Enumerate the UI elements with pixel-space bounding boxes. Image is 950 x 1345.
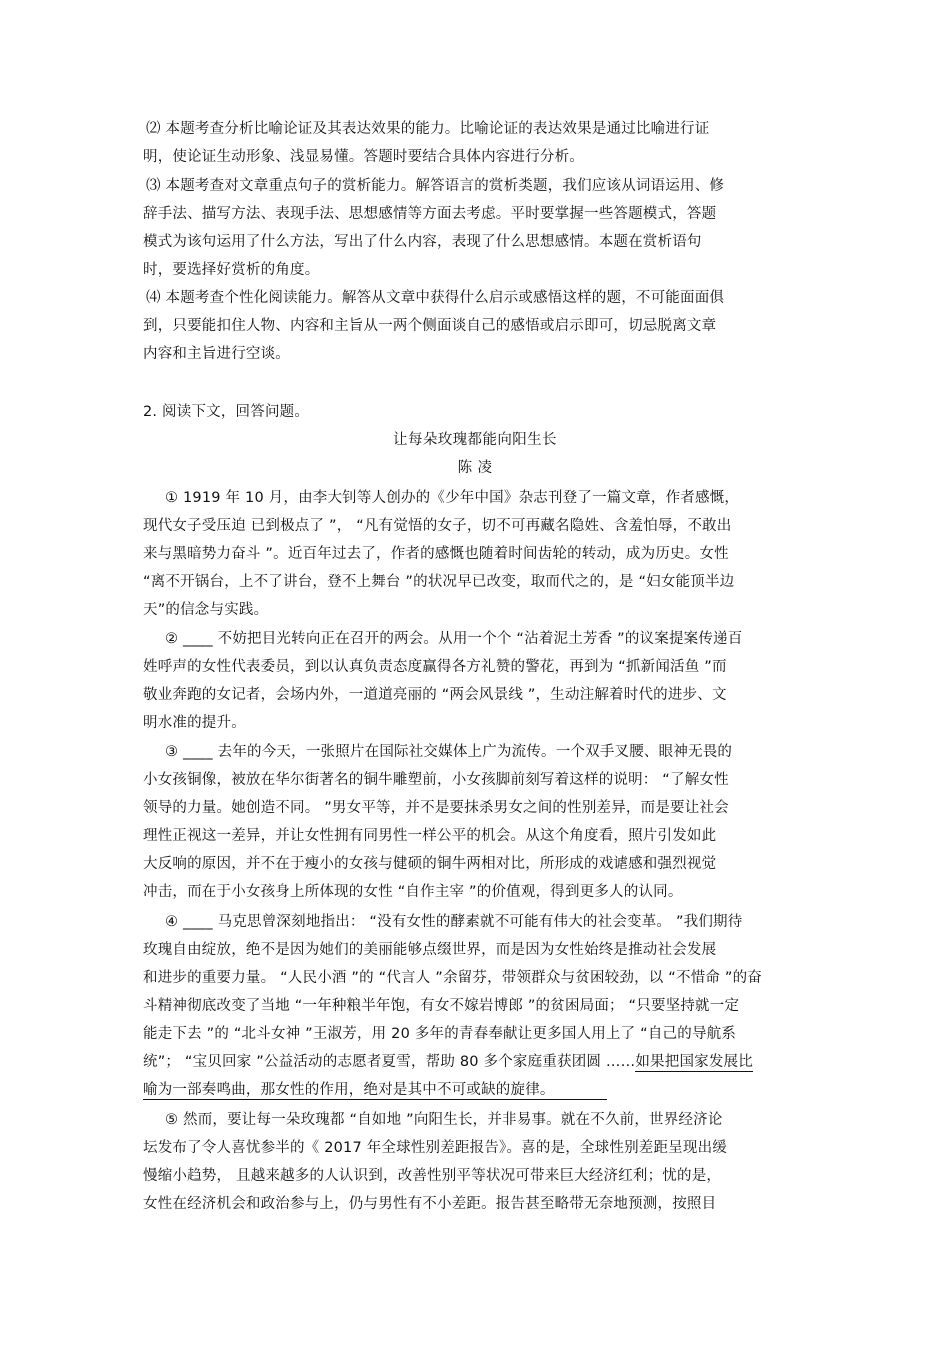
analysis-item-2-line-1: ⑵ 本题考查分析比喻论证及其表达效果的能力。比喻论证的表达效果是通过比喻进行证 [146,121,710,137]
analysis-item-3-line-2: 辞手法、描写方法、表现手法、思想感情等方面去考虑。平时要掌握一些答题模式，答题 [143,206,717,222]
paragraph-4-line-1: ④ ____ 马克思曾深刻地指出： “没有女性的酵素就不可能有伟大的社会变革。 ”我们期待 [165,914,743,930]
paragraph-1-line-5: 天”的信念与实践。 [143,602,269,618]
paragraph-3-line-5: 大反响的原因，并不在于瘦小的女孩与健硕的铜牛两相对比，所形成的戏谑感和强烈视觉 [143,856,717,872]
paragraph-2-line-2: 姓呼声的女性代表委员，到以认真负责态度赢得各方礼赞的警花，再到为 “抓新闻活鱼 ”而 [143,659,727,675]
analysis-item-3-line-3: 模式为该句运用了什么方法，写出了什么内容，表现了什么思想感情。本题在赏析语句 [143,234,702,250]
analysis-item-4-line-1: ⑷ 本题考查个性化阅读能力。解答从文章中获得什么启示或感悟这样的题，不可能面面俱 [146,290,725,306]
paragraph-3-line-1: ③ ____ 去年的今天，一张照片在国际社交媒体上广为流传。一个双手叉腰、眼神无畏的 [165,744,733,760]
paragraph-3-line-2: 小女孩铜像，被放在华尔街著名的铜牛雕塑前，小女孩脚前刻写着这样的说明： “了解女性 [143,772,729,788]
paragraph-1-line-2: 现代女子受压迫 已到极点了 ”， “凡有觉悟的女子，切不可再藏名隐姓、含羞怕辱，不敢出 [143,518,732,534]
analysis-item-4-line-2: 到，只要能扣住人物、内容和主旨从一两个侧面谈自己的感悟或启示即可，切忌脱离文章 [143,318,717,334]
underlined-sentence-start: 如果把国家发展比 [635,1054,753,1070]
paragraph-3-line-3: 领导的力量。她创造不同。 ”男女平等，并不是要抹杀男女之间的性别差异，而是要让社会 [143,800,729,816]
analysis-item-4-line-3: 内容和主旨进行空谈。 [143,346,290,362]
analysis-item-3-line-1: ⑶ 本题考查对文章重点句子的赏析能力。解答语言的赏析类题，我们应该从词语运用、修 [146,178,725,194]
paragraph-4-line-2: 玫瑰自由绽放，绝不是因为她们的美丽能够点缀世界，而是因为女性始终是推动社会发展 [143,942,717,958]
paragraph-1-line-4: “离不开锅台，上不了讲台，登不上舞台 ”的状况早已改变，取而代之的，是 “妇女能顶半边 [143,574,735,590]
paragraph-2-line-3: 敬业奔跑的女记者，会场内外，一道道亮丽的 “两会风景线 ”，生动注解着时代的进步、文 [143,687,727,703]
paragraph-4-line-7 [143,1080,607,1100]
paragraph-1-line-3: 来与黑暗势力奋斗 ”。近百年过去了，作者的感慨也随着时间齿轮的转动，成为历史。女性 [143,546,729,562]
paragraph-4-line-3: 和进步的重要力量。 “人民小酒 ”的 “代言人 ”余留芬，带领群众与贫困较劲，以 “不惜命 ”的奋 [143,970,763,986]
paragraph-4-line-6 [143,1052,753,1072]
paragraph-5-line-3: 慢缩小趋势， 且越来越多的人认识到，改善性别平等状况可带来巨大经济红利；忧的是， [143,1168,722,1184]
paragraph-1-line-1: ① 1919 年 10 月，由李大钊等人创办的《少年中国》杂志刊登了一篇文章，作者感慨， [165,490,740,506]
analysis-item-3-line-4: 时，要选择好赏析的角度。 [143,262,320,278]
paragraph-3-line-6: 冲击，而在于小女孩身上所体现的女性 “自作主宰 ”的价值观，得到更多人的认同。 [143,884,683,900]
paragraph-5-line-1: ⑤ 然而，要让每一朵玫瑰都 “自如地 ”向阳生长，并非易事。就在不久前，世界经济论 [165,1112,723,1128]
paragraph-4-line-5: 能走下去 ”的 “北斗女神 ”王淑芳，用 20 多年的青春奉献让更多国人用上了 “自己的导航系 [143,1026,737,1042]
paragraph-4-line-4: 斗精神彻底改变了当地 “一年种粮半年饱，有女不嫁岩博郎 ”的贫困局面； “只要坚持就一定 [143,998,740,1014]
paragraph-4-line-6-text: 统”； “宝贝回家 ”公益活动的志愿者夏雪，帮助 80 多个家庭重获团圆 …… [143,1054,636,1070]
question-prompt: 2. 阅读下文，回答问题。 [143,404,310,420]
analysis-item-2-line-2: 明，使论证生动形象、浅显易懂。答题时要结合具体内容进行分析。 [143,149,584,165]
paragraph-3-line-4: 理性正视这一差异，并让女性拥有同男性一样公平的机会。从这个角度看，照片引发如此 [143,828,717,844]
paragraph-2-line-1: ② ____ 不妨把目光转向正在召开的两会。从用一个个 “沾着泥土芳香 ”的议案提案传递百 [165,631,743,647]
underlined-sentence-end: 喻为一部奏鸣曲，那女性的作用，绝对是其中不可或缺的旋律。 [143,1082,607,1100]
article-author: 陈 凌 [457,460,493,476]
paragraph-5-line-4: 女性在经济机会和政治参与上，仍与男性有不小差距。报告甚至略带无奈地预测，按照目 [143,1196,717,1212]
paragraph-5-line-2: 坛发布了令人喜忧参半的《 2017 年全球性别差距报告》。喜的是，全球性别差距呈现出缓 [143,1140,727,1156]
article-title: 让每朵玫瑰都能向阳生长 [393,432,557,448]
paragraph-2-line-4: 明水准的提升。 [143,715,246,731]
